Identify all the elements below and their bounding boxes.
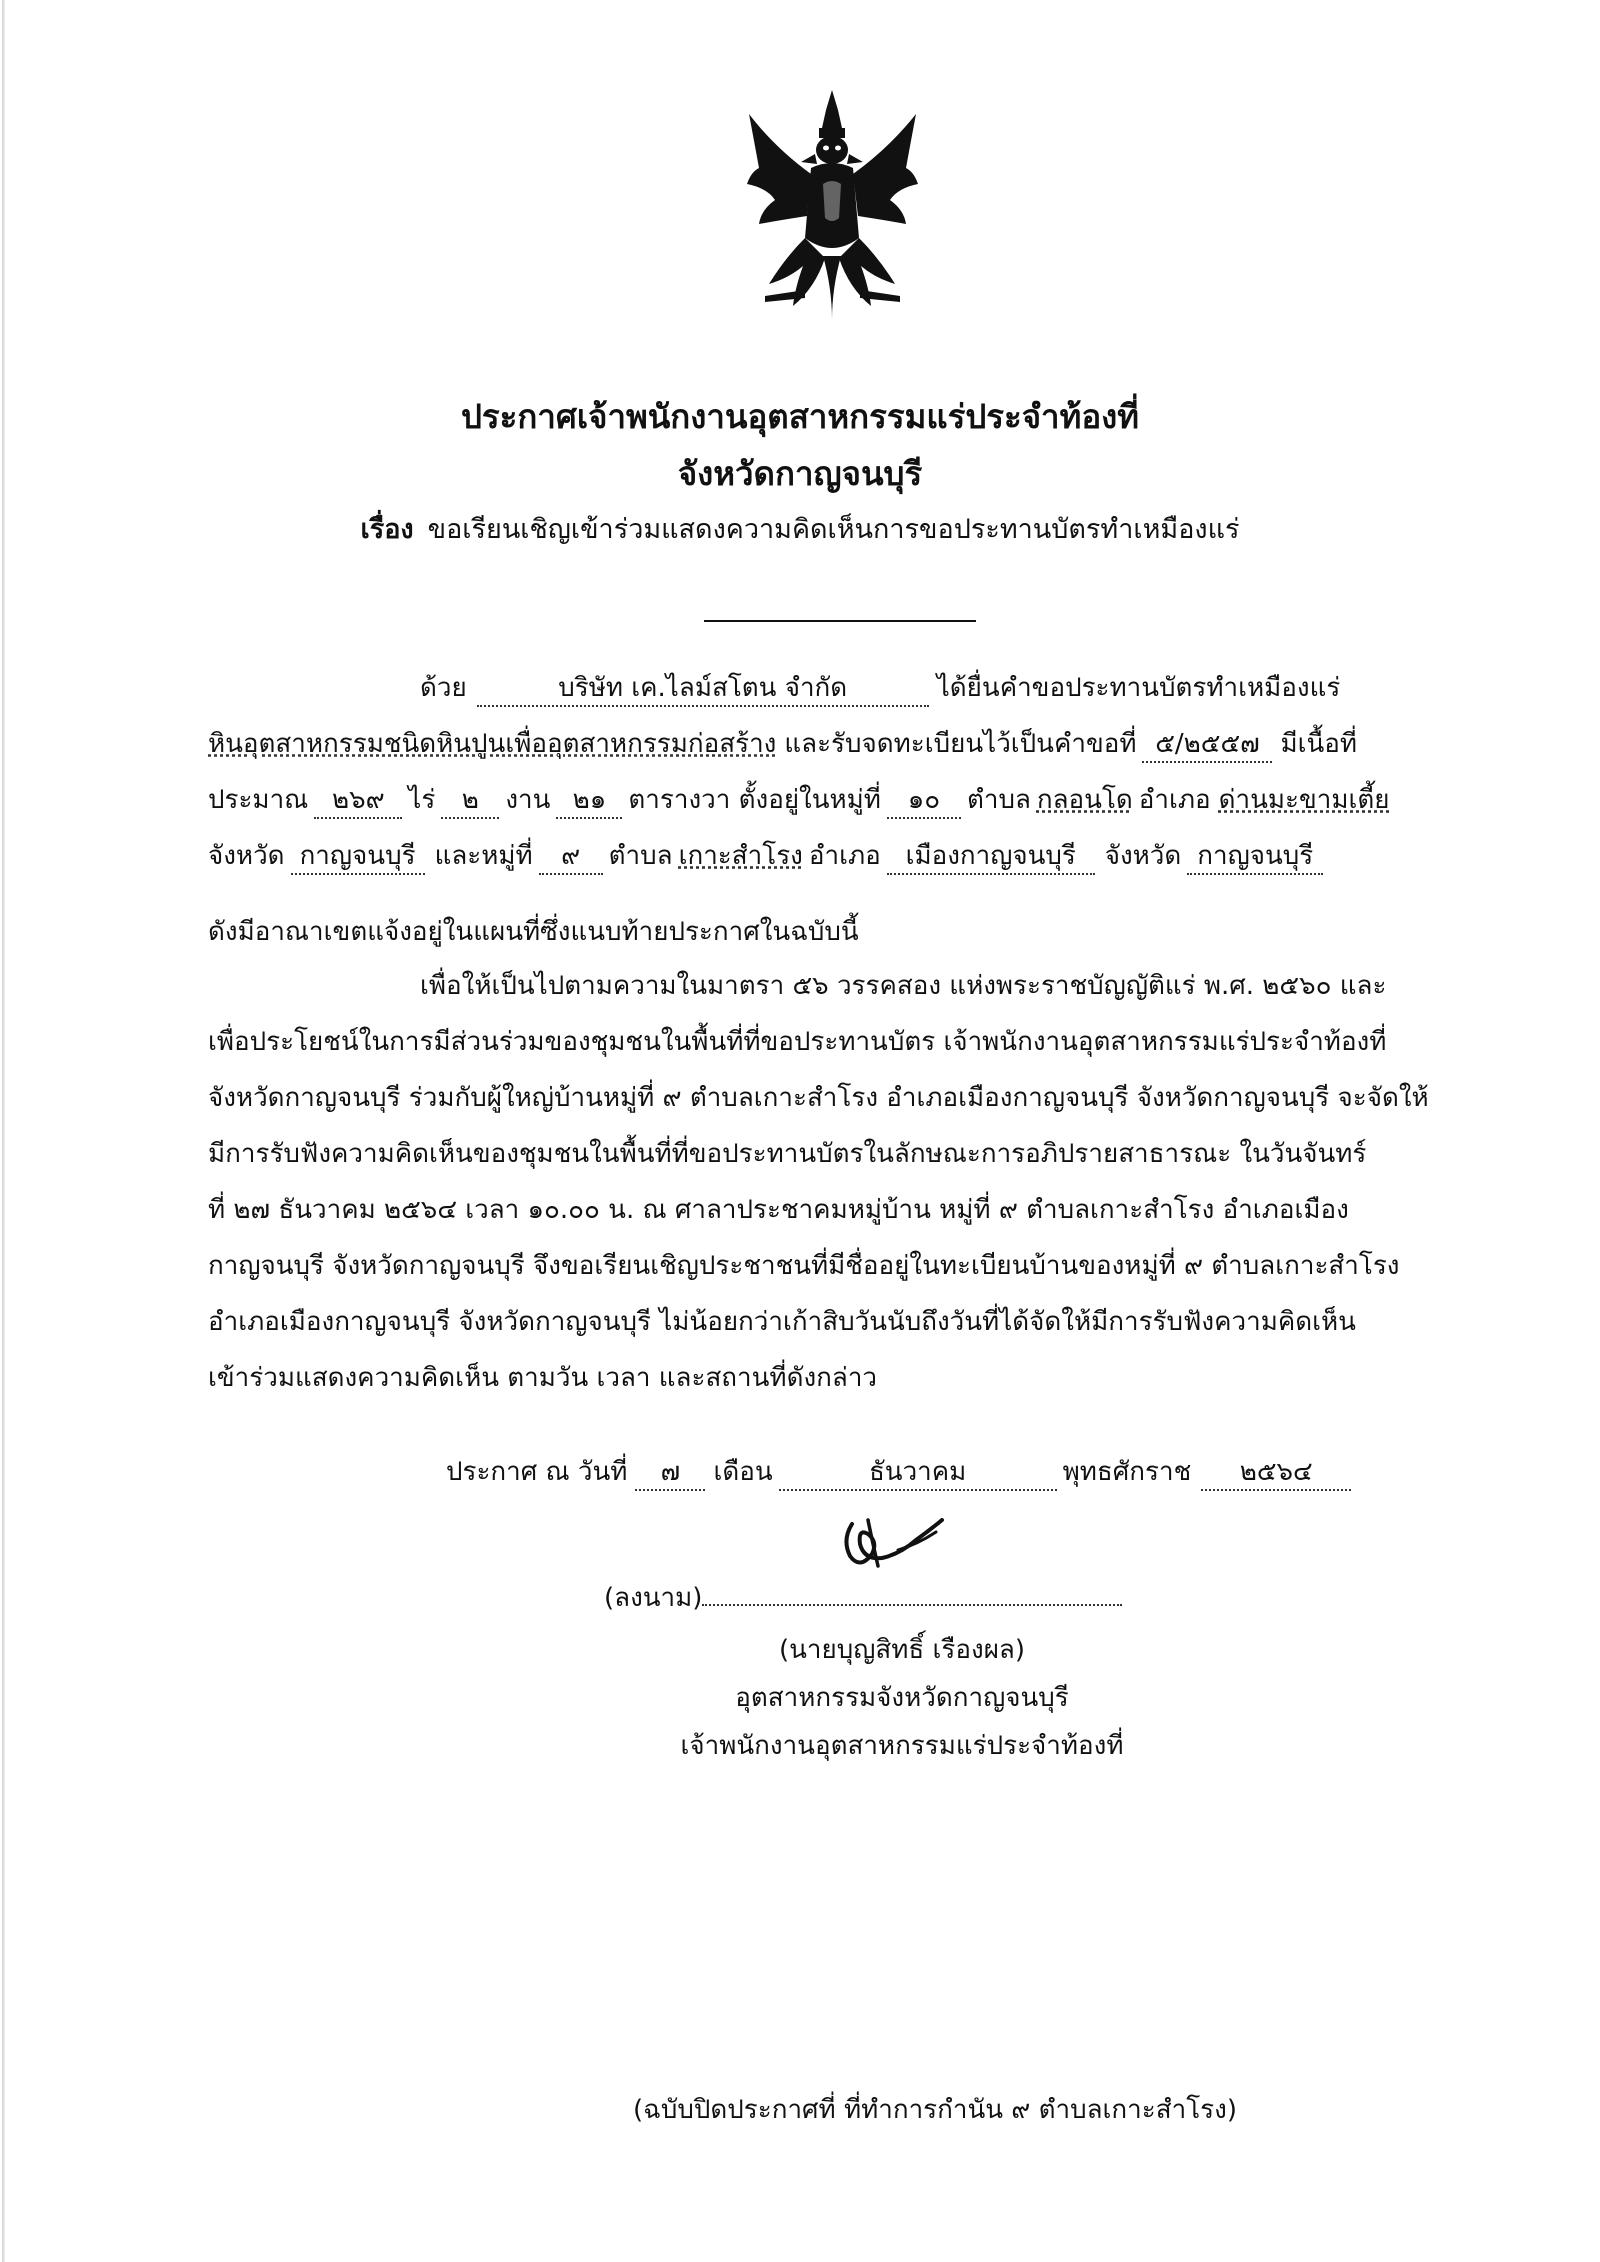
signature-line [604, 1578, 1122, 1618]
text-amphoe-2: อำเภอ [808, 841, 881, 871]
para1-line1 [420, 668, 1340, 708]
area-wa: ๒๑ [556, 783, 622, 819]
text-submitted: ได้ยื่นคำขอประทานบัตรทำเหมืองแร่ [936, 673, 1341, 703]
handwritten-signature [838, 1510, 948, 1574]
text-and-moo: และหมู่ที่ [434, 841, 533, 871]
request-number: ๕/๒๕๕๗ [1142, 727, 1272, 763]
para1-line4 [208, 836, 1323, 876]
para2-line7: อำเภอเมืองกาญจนบุรี จังหวัดกาญจนบุรี ไม่น้อยกว่าเก้าสิบวันนับถึงวันที่ได้จัดให้มีการรับฟังความคิดเห็น [208, 1307, 1356, 1337]
text-ngan: งาน [505, 785, 551, 815]
dateline-year-label: พุทธศักราช [1062, 1457, 1192, 1487]
signer-position-2: เจ้าพนักงานอุตสาหกรรมแร่ประจำท้องที่ [680, 1731, 1124, 1761]
subject-line [0, 510, 1600, 550]
dateline [446, 1452, 1351, 1492]
scan-edge [2, 0, 5, 2262]
tambon-1: กลอนโด [1036, 785, 1133, 815]
dateline-month-label: เดือน [713, 1457, 773, 1487]
amphoe-1: ด่านมะขามเตี้ย [1218, 785, 1390, 815]
para2-line8: เข้าร่วมแสดงความคิดเห็น ตามวัน เวลา และสถานที่ดังกล่าว [208, 1363, 878, 1393]
text-province-1: จังหวัด [208, 841, 285, 871]
text-area: มีเนื้อที่ [1280, 729, 1358, 759]
tambon-2: เกาะสำโรง [678, 841, 803, 871]
province-1: กาญจนบุรี [291, 839, 425, 875]
amphoe-2: เมืองกาญจนบุรี [887, 839, 1095, 875]
signer-name: (นายบุญสิทธิ์ เรืองผล) [778, 1635, 1026, 1665]
text-province-2: จังหวัด [1104, 841, 1182, 871]
divider-line [704, 620, 976, 622]
date-month: ธันวาคม [779, 1455, 1057, 1491]
mineral-type: หินอุตสาหกรรมชนิดหินปูนเพื่ออุตสาหกรรมก่อสร้าง [208, 729, 777, 759]
text-rai: ไร่ [408, 785, 436, 815]
para2-line6: กาญจนบุรี จังหวัดกาญจนบุรี จึงขอเรียนเชิญประชาชนที่มีชื่ออยู่ในทะเบียนบ้านของหมู่ที่ ๙ ตำบลเกาะสำโรง [208, 1251, 1400, 1281]
text-daway: ด้วย [420, 673, 467, 703]
sign-label: (ลงนาม) [604, 1583, 703, 1613]
para2-line3: จังหวัดกาญจนบุรี ร่วมกับผู้ใหญ่บ้านหมู่ที่ ๙ ตำบลเกาะสำโรง อำเภอเมืองกาญจนบุรี จังหวัดกาญจนบุรี จะจัดให้ [208, 1083, 1429, 1113]
announcement-title: ประกาศเจ้าพนักงานอุตสาหกรรมแร่ประจำท้องที่ [460, 397, 1140, 436]
para2-line2: เพื่อประโยชน์ในการมีส่วนร่วมของชุมชนในพื้นที่ที่ขอประทานบัตร เจ้าพนักงานอุตสาหกรรมแร่ประจำท้องที่ [208, 1027, 1387, 1057]
subject-text: ขอเรียนเชิญเข้าร่วมแสดงความคิดเห็นการขอประทานบัตรทำเหมืองแร่ [427, 514, 1240, 545]
para2-line5: ที่ ๒๗ ธันวาคม ๒๕๖๔ เวลา ๑๐.๐๐ น. ณ ศาลาประชาคมหมู่บ้าน หมู่ที่ ๙ ตำบลเกาะสำโรง อำเภอเมือง [208, 1195, 1349, 1225]
text-tambon-2: ตำบล [608, 841, 673, 871]
para1-line2 [208, 724, 1357, 764]
para1-line3 [208, 780, 1390, 820]
date-day: ๗ [635, 1455, 705, 1491]
area-ngan: ๒ [441, 783, 499, 819]
moo-number-1: ๑๐ [887, 783, 961, 819]
text-amphoe-1: อำเภอ [1138, 785, 1211, 815]
dateline-prefix: ประกาศ ณ วันที่ [446, 1457, 628, 1487]
province-2: กาญจนบุรี [1187, 839, 1323, 875]
para2-line1: เพื่อให้เป็นไปตามความในมาตรา ๕๖ วรรคสอง แห่งพระราชบัญญัติแร่ พ.ศ. ๒๕๖๐ และ [420, 971, 1387, 1001]
para2-line4: มีการรับฟังความคิดเห็นของชุมชนในพื้นที่ที่ขอประทานบัตรในลักษณะการอภิปรายสาธารณะ ในวันจันทร์ [208, 1139, 1367, 1169]
area-rai: ๒๖๙ [314, 783, 402, 819]
text-tambon-1: ตำบล [966, 785, 1031, 815]
text-registered: และรับจดทะเบียนไว้เป็นคำขอที่ [784, 729, 1137, 759]
moo-number-2: ๙ [539, 839, 603, 875]
posting-location-note: (ฉบับปิดประกาศที่ ที่ทำการกำนัน ๙ ตำบลเกาะสำโรง) [633, 2095, 1237, 2125]
text-wa-located: ตารางวา ตั้งอยู่ในหมู่ที่ [628, 785, 881, 815]
announcement-province: จังหวัดกาญจนบุรี [677, 454, 923, 493]
date-year: ๒๕๖๔ [1201, 1455, 1351, 1491]
signature-dotted-line [702, 1580, 1122, 1606]
signer-position-1: อุตสาหกรรมจังหวัดกาญจนบุรี [735, 1683, 1069, 1713]
company-name: บริษัท เค.ไลม์สโตน จำกัด [477, 671, 929, 707]
para1-line5: ดังมีอาณาเขตแจ้งอยู่ในแผนที่ซึ่งแนบท้ายประกาศในฉบับนี้ [208, 917, 859, 947]
text-approx: ประมาณ [208, 785, 309, 815]
garuda-emblem-icon [745, 88, 920, 323]
subject-label: เรื่อง [360, 514, 414, 545]
